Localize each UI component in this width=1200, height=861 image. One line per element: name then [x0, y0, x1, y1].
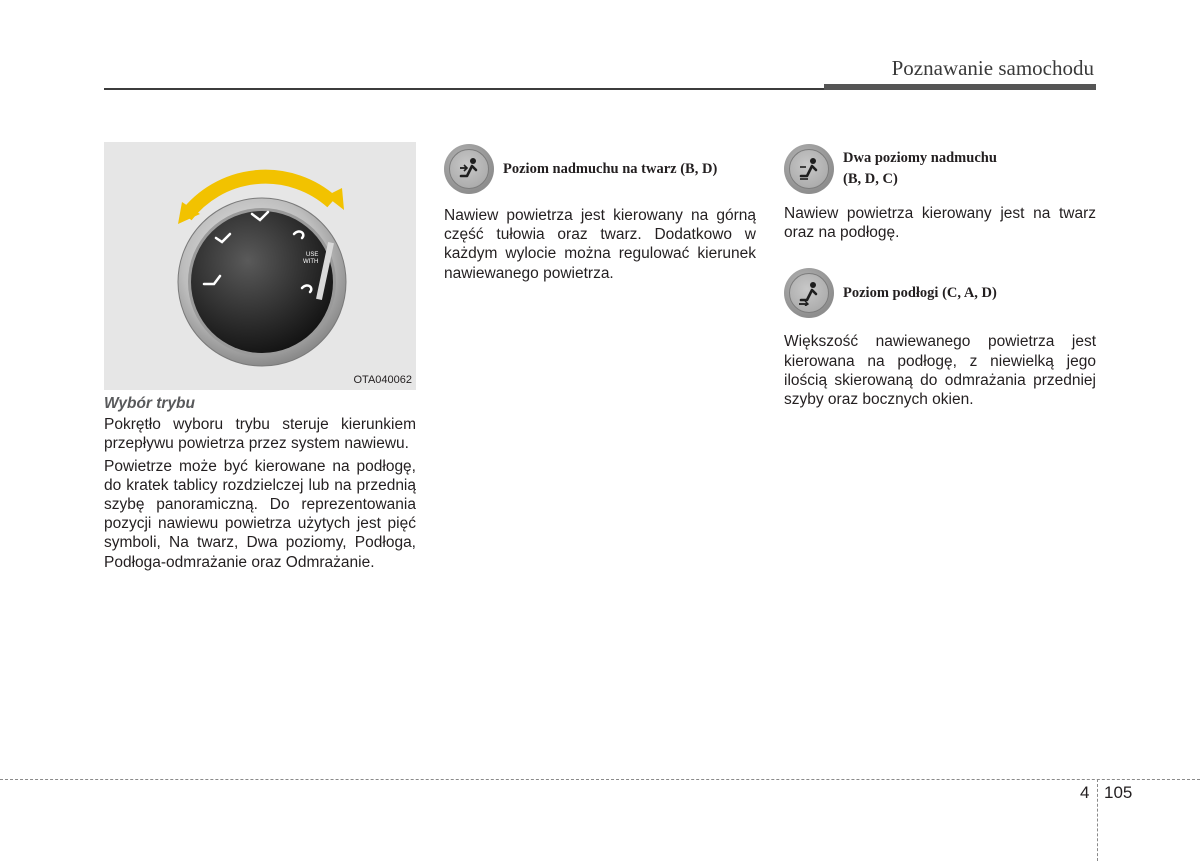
- right-column: [784, 144, 1096, 412]
- section-title: Poziom nadmuchu na twarz (B, D): [503, 160, 718, 177]
- page-header-title: Poznawanie samochodu: [891, 56, 1094, 80]
- floor-vent-icon: [784, 268, 834, 318]
- figure-caption: OTA040062: [353, 374, 412, 386]
- header-rule-accent: [824, 84, 1096, 90]
- knob-label-use: USE: [306, 252, 319, 258]
- mode-knob-illustration: [104, 142, 416, 390]
- middle-column: [444, 144, 756, 286]
- chapter-number: 4: [1080, 783, 1090, 802]
- bi-level-vent-icon: [784, 144, 834, 194]
- paragraph: Większość nawiewanego powietrza jest kierowana na podłogę, z niewielką jego ilością skierowaną do odmrażania przedniej szyby oraz bocznych okien.: [784, 333, 1096, 409]
- section-face-vent: [444, 144, 756, 194]
- paragraph: Powietrze może być kierowane na podłogę, do kratek tablicy rozdzielczej lub na przednią szybę panoramiczną. Do reprezentowania pozycji nawiewu powietrza użytych jest pięć symboli, Na twarz, Dwa poziomy, Podłoga, Podłoga-odmrażanie oraz Odmrażanie.: [104, 457, 416, 571]
- section-bi-level: [784, 144, 1096, 194]
- knob-label-with: WITH: [303, 259, 319, 265]
- footer-dashed-rule: [0, 779, 1200, 780]
- section-floor: [784, 268, 1096, 318]
- left-column: [104, 394, 416, 575]
- paragraph: Pokrętło wyboru trybu steruje kierunkiem przepływu powietrza przez system nawiewu.: [104, 416, 416, 453]
- section-title-line2: (B, D, C): [843, 171, 898, 187]
- paragraph: Nawiew powietrza kierowany jest na twarz oraz na podłogę.: [784, 205, 1096, 242]
- section-heading: Wybór trybu: [104, 395, 195, 412]
- page-number: 105: [1104, 783, 1133, 802]
- footer-dashed-divider: [1097, 779, 1098, 861]
- face-vent-icon: [444, 144, 494, 194]
- paragraph: Nawiew powietrza jest kierowany na górną część tułowia oraz twarz. Dodatkowo w każdym wylocie można regulować kierunek nawiewanego powietrza.: [444, 207, 756, 282]
- section-title: Dwa poziomy nadmuchu: [843, 150, 997, 166]
- section-title: Poziom podłogi (C, A, D): [843, 284, 997, 301]
- mode-knob-figure: [104, 142, 416, 390]
- header-rule: [104, 88, 824, 90]
